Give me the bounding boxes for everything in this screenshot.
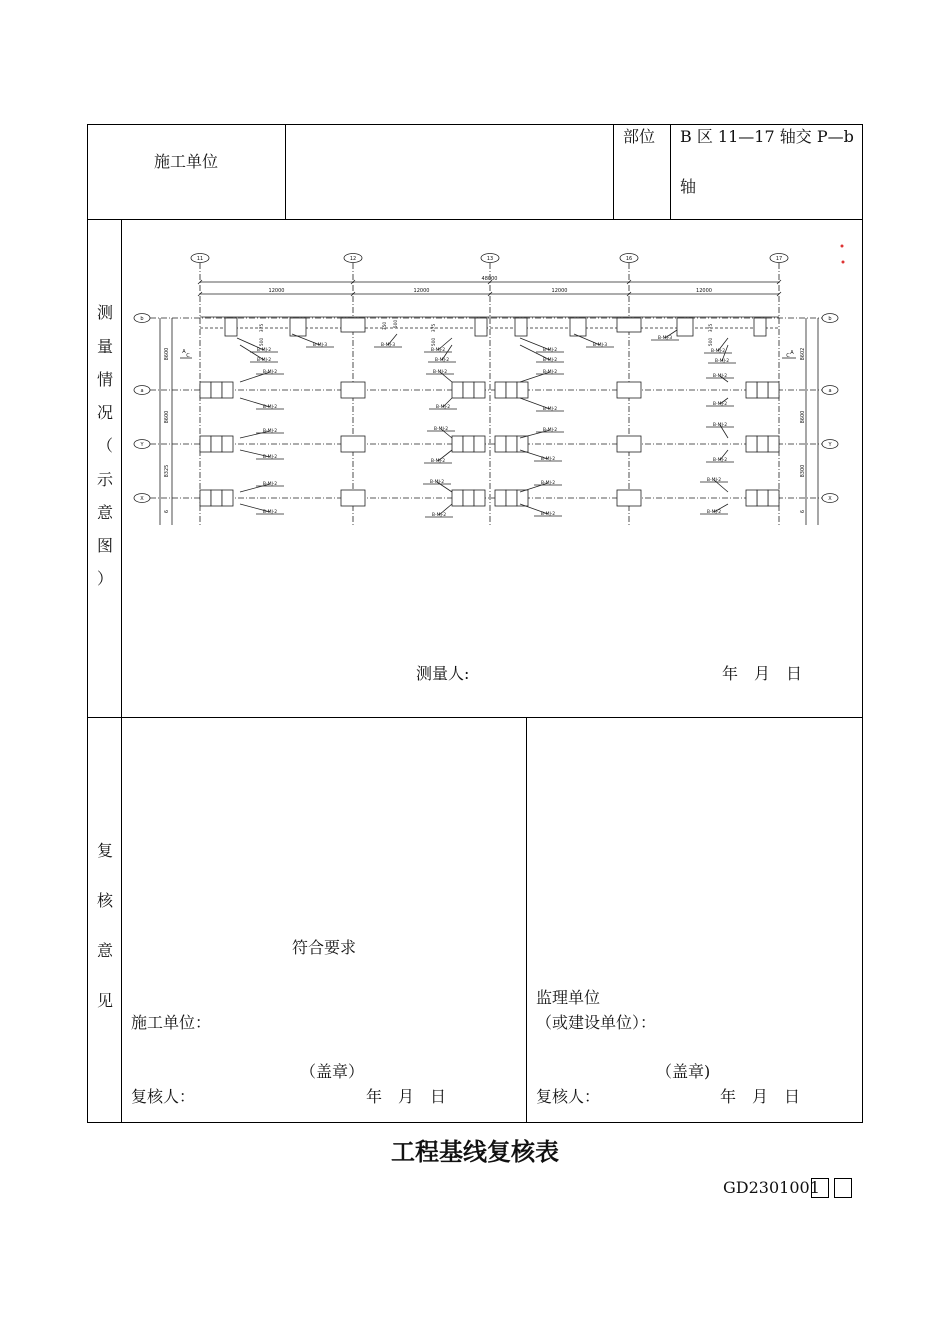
table-border-bottom: [87, 1122, 863, 1123]
component-tag: B-MJ-2: [542, 370, 558, 375]
component-tag: B-MJ-2: [540, 481, 556, 486]
pile-cap-box: [515, 318, 527, 336]
survey-label-char: 图: [96, 536, 113, 555]
section-mark-c: C: [186, 353, 190, 359]
span-dimension-label: 12000: [696, 288, 712, 294]
dim-text: 375: [260, 323, 265, 333]
survey-label-char: 测: [96, 303, 113, 322]
foundation-cell: [211, 436, 222, 452]
axis-label-left: b: [140, 316, 144, 322]
foundation-cell: [474, 382, 485, 398]
review-label-char: 复: [96, 841, 113, 860]
component-tag: B-MJ-2: [542, 358, 558, 363]
foundation-cell: [506, 382, 517, 398]
dim-text: 350: [383, 321, 388, 331]
foundation-cell: [506, 436, 517, 452]
component-tag: B-MJ-2: [712, 423, 728, 428]
component-tag: B-MJ-2: [540, 512, 556, 517]
column-box: [341, 436, 365, 452]
foundation-cell: [495, 490, 506, 506]
component-tag: B-MJ-3: [657, 336, 673, 341]
axis-label-top: 12: [349, 256, 357, 262]
dim-text: 500: [709, 337, 714, 347]
span-dimension-label: 12000: [268, 288, 285, 294]
component-tag: B-MJ-2: [706, 510, 722, 515]
foundation-cell: [746, 436, 757, 452]
column-box: [341, 490, 365, 506]
dim-text: 500: [432, 337, 437, 347]
component-tag: B-MJ-2: [712, 402, 728, 407]
component-tag: B-MJ-2: [540, 457, 556, 462]
location-value-line2: 轴: [680, 177, 697, 196]
pile-cap-box: [475, 318, 487, 336]
foundation-cell: [746, 490, 757, 506]
column-box: [617, 382, 641, 398]
component-tag: B-MJ-2: [262, 455, 278, 460]
review-construction-seal: （盖章）: [300, 1062, 365, 1081]
survey-label-char: 示: [96, 470, 113, 489]
component-tag: B-MJ-2: [435, 405, 451, 410]
axis-label-left: a: [140, 388, 144, 394]
foundation-cell: [222, 436, 233, 452]
foundation-cell: [211, 490, 222, 506]
survey-drawing: [122, 220, 862, 540]
foundation-cell: [757, 436, 768, 452]
component-tag: B-MJ-2: [262, 429, 278, 434]
col-divider-header-3: [670, 124, 671, 220]
foundation-cell: [200, 382, 211, 398]
component-tag: B-MJ-2: [714, 359, 730, 364]
component-tag: B-MJ-2: [262, 405, 278, 410]
span-dimension-label: 12000: [413, 288, 430, 294]
review-construction-unit-label: 施工单位：: [131, 1013, 212, 1032]
dim-text: 375: [432, 323, 437, 333]
survey-label-char: 量: [96, 337, 113, 356]
col-divider-header-2: [613, 124, 614, 220]
location-value-line1: B 区 11—17 轴交 P—b: [680, 127, 854, 146]
component-tag: B-MJ-2: [430, 459, 446, 464]
column-box: [677, 318, 693, 336]
table-border-top: [87, 124, 863, 125]
table-border-right: [862, 124, 863, 1123]
component-tag: B-MJ-2: [712, 374, 728, 379]
component-tag: B-MJ-2: [706, 478, 722, 483]
column-box: [617, 490, 641, 506]
dim-text: 375: [709, 323, 714, 333]
component-tag: B-MJ-2: [262, 510, 278, 515]
survey-label-char: ）: [96, 569, 113, 588]
foundation-cell: [474, 436, 485, 452]
side-dimension-label-left: 6: [164, 509, 170, 514]
overall-dimension-label: 48000: [481, 276, 498, 282]
col-divider-header-1: [285, 124, 286, 220]
review-label-char: 见: [96, 991, 113, 1010]
form-code-box[interactable]: [834, 1178, 852, 1198]
axis-label-right: X: [828, 496, 832, 502]
foundation-cell: [452, 490, 463, 506]
axis-label-top: 16: [625, 256, 633, 262]
component-tag: B-MJ-3: [592, 343, 608, 348]
table-border-left: [87, 124, 88, 1123]
red-mark: [841, 245, 844, 248]
axis-label-right: b: [828, 316, 832, 322]
foundation-cell: [463, 490, 474, 506]
red-mark: [842, 261, 845, 264]
foundation-cell: [768, 382, 779, 398]
foundation-cell: [757, 490, 768, 506]
foundation-cell: [495, 382, 506, 398]
foundation-cell: [757, 382, 768, 398]
component-tag: B-MJ-2: [542, 348, 558, 353]
foundation-cell: [200, 436, 211, 452]
column-box: [341, 318, 365, 332]
review-label-char: 意: [96, 941, 113, 960]
survey-label-char: 意: [96, 503, 113, 522]
component-tag: B-MJ-2: [433, 427, 449, 432]
component-tag: B-MJ-2: [262, 482, 278, 487]
review-supervision-unit-label: 监理单位: [536, 988, 601, 1007]
axis-label-right: Y: [828, 442, 832, 448]
component-tag: B-MJ-2: [256, 348, 272, 353]
foundation-cell: [211, 382, 222, 398]
survey-date: 年 月 日: [722, 664, 803, 683]
component-tag: B-MJ-2: [262, 370, 278, 375]
component-tag: B-MJ-2: [430, 348, 446, 353]
side-dimension-label-right: 6: [800, 509, 806, 514]
side-dimension-label-left: 8600: [164, 347, 170, 361]
row-divider-2: [87, 717, 863, 718]
foundation-cell: [517, 436, 528, 452]
column-box: [570, 318, 586, 336]
review-label-char: 核: [96, 891, 113, 910]
review-supervision-seal: （盖章): [656, 1062, 711, 1081]
review-construction-date: 年 月 日: [366, 1087, 447, 1106]
side-dimension-label-right: 8602: [800, 347, 806, 361]
component-tag: B-MJ-2: [256, 358, 272, 363]
dim-text: 500: [394, 319, 399, 329]
component-tag: B-MJ-2: [710, 349, 726, 354]
foundation-cell: [768, 436, 779, 452]
component-tag: B-MJ-2: [432, 370, 448, 375]
foundation-cell: [517, 490, 528, 506]
foundation-cell: [222, 382, 233, 398]
pile-cap-box: [225, 318, 237, 336]
side-dimension-label-left: 8600: [164, 410, 170, 424]
section-mark-a: A: [790, 350, 794, 356]
section-mark-c: C: [786, 353, 790, 359]
axis-label-top: 11: [196, 256, 204, 262]
axis-label-left: Y: [140, 442, 144, 448]
foundation-cell: [222, 490, 233, 506]
survey-label-char: 况: [96, 403, 113, 422]
foundation-cell: [200, 490, 211, 506]
foundation-cell: [474, 490, 485, 506]
dim-text: 500: [260, 337, 265, 347]
component-tag: B-MJ-2: [712, 458, 728, 463]
column-box: [290, 318, 306, 336]
component-tag: B-MJ-2: [542, 407, 558, 412]
axis-label-right: a: [828, 388, 832, 394]
span-dimension-label: 12000: [551, 288, 568, 294]
side-dimension-label-right: 8300: [800, 464, 806, 478]
surveyor-label: 测量人:: [416, 664, 470, 683]
foundation-cell: [452, 436, 463, 452]
column-box: [617, 318, 641, 332]
foundation-cell: [506, 490, 517, 506]
survey-label-char: 情: [96, 370, 113, 389]
foundation-cell: [452, 382, 463, 398]
section-mark-a: A: [182, 349, 186, 355]
component-tag: B-MJ-2: [431, 513, 447, 518]
location-label: 部位: [623, 127, 656, 146]
form-title: 工程基线复核表: [391, 1138, 559, 1166]
axis-label-top: 17: [775, 256, 783, 262]
form-code: GD2301001: [723, 1178, 820, 1197]
form-code-box[interactable]: [811, 1178, 829, 1198]
review-supervision-reviewer: 复核人：: [536, 1087, 601, 1106]
review-opinion: 符合要求: [292, 938, 357, 957]
column-box: [617, 436, 641, 452]
review-supervision-date: 年 月 日: [720, 1087, 801, 1106]
pile-cap-box: [754, 318, 766, 336]
side-dimension-label-right: 8600: [800, 410, 806, 424]
axis-label-top: 13: [486, 256, 494, 262]
component-tag: B-MJ-2: [542, 428, 558, 433]
survey-label-char: （: [96, 436, 113, 455]
foundation-cell: [495, 436, 506, 452]
construction-unit-label: 施工单位: [154, 152, 219, 171]
foundation-cell: [746, 382, 757, 398]
side-dimension-label-left: 8325: [164, 464, 170, 478]
foundation-cell: [517, 382, 528, 398]
component-tag: B-MJ-2: [429, 480, 445, 485]
component-tag: B-MJ-3: [312, 343, 328, 348]
component-tag: B-MJ-3: [380, 343, 396, 348]
column-box: [341, 382, 365, 398]
review-supervision-unit-sub: （或建设单位）：: [536, 1013, 657, 1032]
component-tag: B-MJ-2: [434, 358, 450, 363]
review-construction-reviewer: 复核人：: [131, 1087, 196, 1106]
foundation-cell: [768, 490, 779, 506]
foundation-cell: [463, 436, 474, 452]
axis-label-left: X: [140, 496, 144, 502]
foundation-cell: [463, 382, 474, 398]
col-divider-review: [526, 717, 527, 1123]
